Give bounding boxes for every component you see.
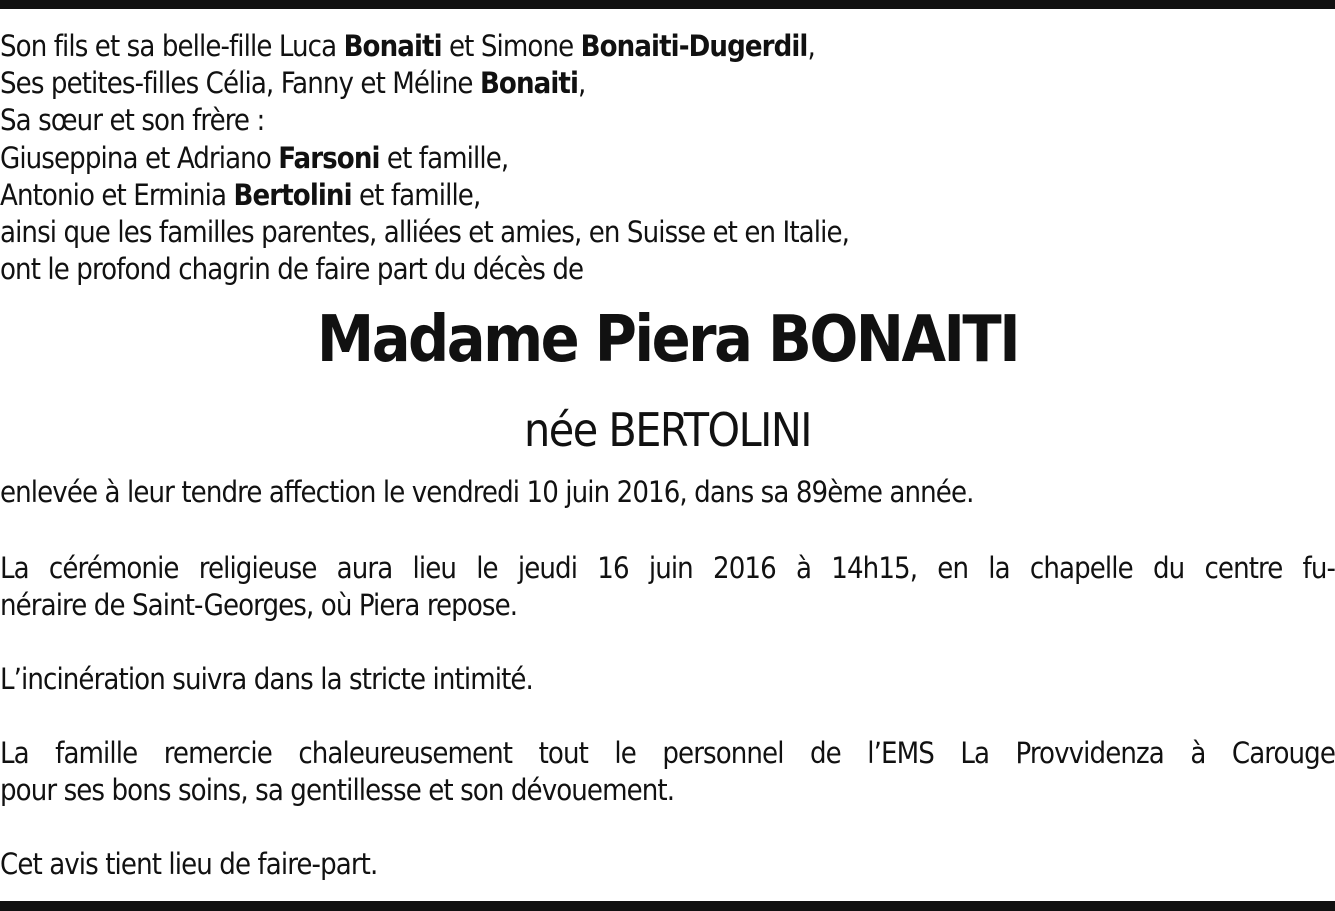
text-run: et famille, (379, 140, 509, 175)
surname-bold: Bonaiti-Dugerdil (580, 29, 808, 63)
text-run: et famille, (351, 177, 481, 212)
deceased-name: Madame Piera BONAITI (316, 303, 1019, 377)
text-run: Giuseppina et Adriano (0, 140, 279, 175)
surname-bold: Bertolini (233, 177, 352, 212)
text-run: Sa sœur et son frère : (0, 103, 265, 138)
passing-line: enlevée à leur tendre affection le vendredi 10 juin 2016, dans sa 89ème année. (0, 475, 974, 509)
cremation-line: L’incinération suivra dans la stricte intimité. (0, 662, 533, 696)
text-run: , (578, 66, 586, 101)
surname-bold: Bonaiti (479, 66, 578, 101)
closing-line: Cet avis tient lieu de faire-part. (0, 847, 378, 881)
thanks-line-2: pour ses bons soins, sa gentillesse et son dévouement. (0, 773, 675, 807)
ceremony-line-1: La cérémonie religieuse aura lieu le jeudi 16 juin 2016 à 14h15, en la chapelle du centre fu- (0, 551, 1335, 585)
thanks-line-1: La famille remercie chaleureusement tout le personnel de l’EMS La Provvidenza à Carouge (0, 736, 1335, 770)
announcer-line-families (0, 214, 1335, 251)
text-run: et Simone (441, 29, 581, 63)
announcers-block (0, 28, 1335, 288)
announcer-line-son (0, 28, 1335, 65)
announcer-line-granddaughters (0, 65, 1335, 102)
announcer-line-bertolini (0, 177, 1335, 214)
text-run: ainsi que les familles parentes, alliées et amies, en Suisse et en Italie, (0, 214, 849, 249)
surname-bold: Farsoni (278, 140, 380, 175)
bottom-border-rule (0, 901, 1335, 911)
text-run: Antonio et Erminia (0, 177, 234, 212)
announcer-line-intro (0, 251, 1335, 288)
top-border-rule (0, 0, 1335, 9)
text-run: ont le profond chagrin de faire part du décès de (0, 252, 584, 287)
surname-bold: Bonaiti (343, 29, 442, 63)
text-run: , (807, 29, 815, 63)
deceased-birth-name: née BERTOLINI (524, 403, 811, 457)
announcer-line-farsoni (0, 140, 1335, 177)
text-run: Ses petites-filles Célia, Fanny et Méline (0, 66, 480, 101)
announcer-line-siblings (0, 102, 1335, 139)
ceremony-line-2: néraire de Saint-Georges, où Piera repose. (0, 588, 518, 622)
text-run: Son fils et sa belle-fille Luca (0, 29, 344, 63)
